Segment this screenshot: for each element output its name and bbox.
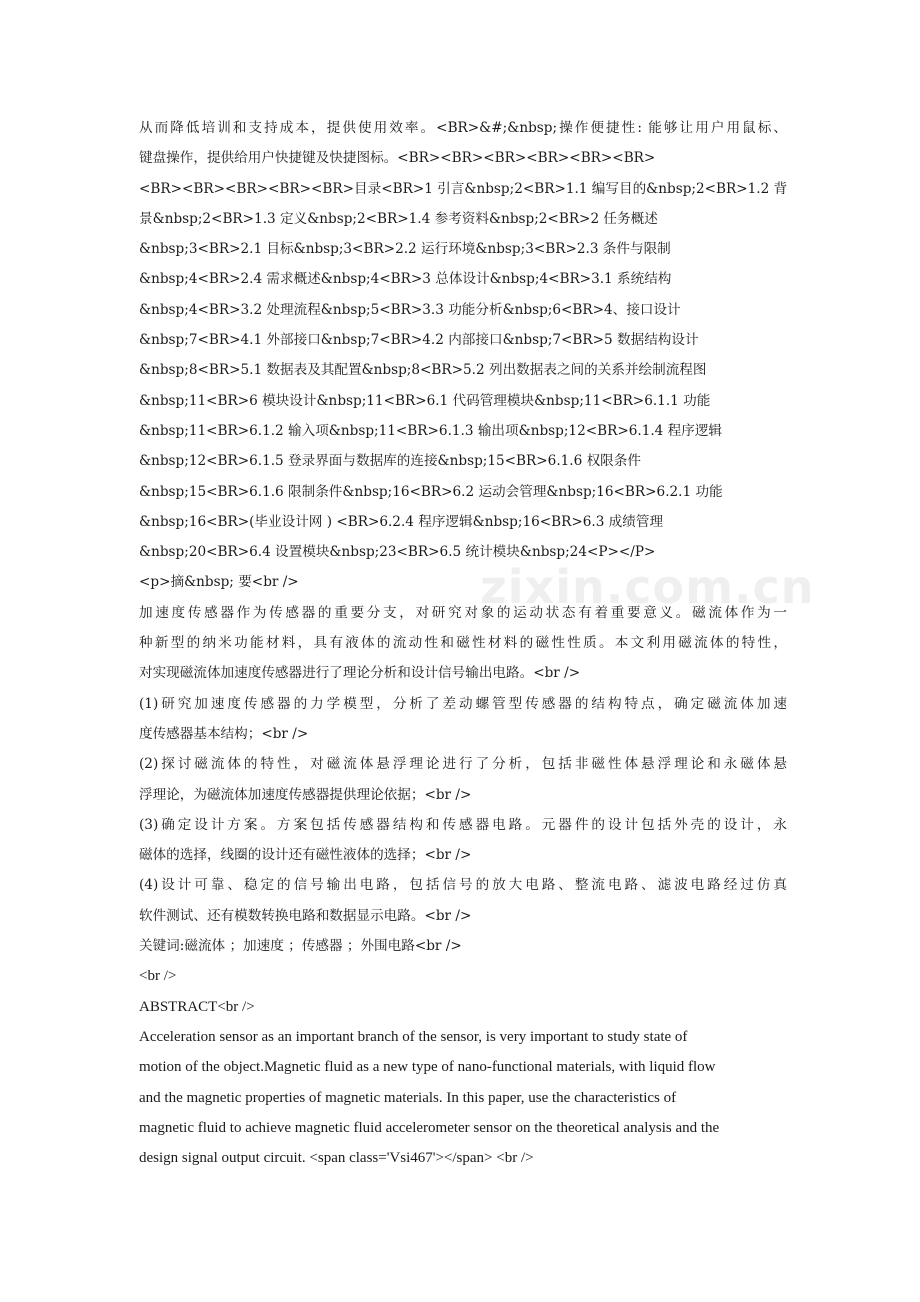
text-line: motion of the object.Magnetic fluid as a new type of nano-functional materials, with liquid flow: [139, 1059, 716, 1076]
text-line: 键盘操作，提供给用户快捷键及快捷图标。<BR><BR><BR><BR><BR><BR>: [139, 150, 656, 167]
text-line: 景&nbsp;2<BR>1.3 定义&nbsp;2<BR>1.4 参考资料&nbsp;2<BR>2 任务概述: [139, 210, 658, 227]
text-line: &nbsp;8<BR>5.1 数据表及其配置&nbsp;8<BR>5.2 列出数据表之间的关系并绘制流程图: [139, 362, 707, 379]
text-line: Acceleration sensor as an important branch of the sensor, is very important to study state of: [139, 1028, 688, 1045]
text-line: &nbsp;16<BR>(毕业设计网 ) <BR>6.2.4 程序逻辑&nbsp;16<BR>6.3 成绩管理: [139, 513, 664, 530]
abstract-heading: <p>摘&nbsp; 要<br />: [139, 574, 299, 591]
text-line: 对实现磁流体加速度传感器进行了理论分析和设计信号输出电路。<br />: [139, 665, 581, 682]
text-line: (2)探讨磁流体的特性，对磁流体悬浮理论进行了分析，包括非磁性体悬浮理论和永磁体悬: [139, 756, 787, 773]
text-line: &nbsp;4<BR>2.4 需求概述&nbsp;4<BR>3 总体设计&nbsp;4<BR>3.1 系统结构: [139, 271, 672, 288]
text-line: 加速度传感器作为传感器的重要分支，对研究对象的运动状态有着重要意义。磁流体作为一: [139, 604, 787, 621]
watermark: zixin.com.cn: [480, 560, 815, 614]
text-line: <BR><BR><BR><BR><BR>目录<BR>1 引言&nbsp;2<BR>1.1 编写目的&nbsp;2<BR>1.2 背: [139, 180, 787, 197]
text-line: &nbsp;3<BR>2.1 目标&nbsp;3<BR>2.2 运行环境&nbsp;3<BR>2.3 条件与限制: [139, 241, 671, 258]
document-body: [139, 113, 787, 1173]
text-line: &nbsp;11<BR>6.1.2 输入项&nbsp;11<BR>6.1.3 输出项&nbsp;12<BR>6.1.4 程序逻辑: [139, 422, 723, 439]
text-line: &nbsp;4<BR>3.2 处理流程&nbsp;5<BR>3.3 功能分析&nbsp;6<BR>4、接口设计: [139, 301, 681, 318]
text-line: &nbsp;15<BR>6.1.6 限制条件&nbsp;16<BR>6.2 运动会管理&nbsp;16<BR>6.2.1 功能: [139, 483, 723, 500]
text-line: &nbsp;11<BR>6 模块设计&nbsp;11<BR>6.1 代码管理模块&nbsp;11<BR>6.1.1 功能: [139, 392, 711, 409]
abstract-en-heading: ABSTRACT<br />: [139, 998, 255, 1015]
text-line: 软件测试、还有模数转换电路和数据显示电路。<br />: [139, 907, 472, 924]
text-line: &nbsp;7<BR>4.1 外部接口&nbsp;7<BR>4.2 内部接口&nbsp;7<BR>5 数据结构设计: [139, 332, 699, 349]
text-line: <br />: [139, 968, 177, 985]
text-line: design signal output circuit. <span class='Vsi467'></span> <br />: [139, 1150, 534, 1167]
text-line: (1)研究加速度传感器的力学模型，分析了差动螺管型传感器的结构特点，确定磁流体加速: [139, 695, 787, 712]
text-line: &nbsp;20<BR>6.4 设置模块&nbsp;23<BR>6.5 统计模块&nbsp;24<P></P>: [139, 544, 656, 561]
text-line: &nbsp;12<BR>6.1.5 登录界面与数据库的连接&nbsp;15<BR>6.1.6 权限条件: [139, 453, 641, 470]
text-line: 从而降低培训和支持成本，提供使用效率。<BR>&#;&nbsp;操作便捷性: 能够让用户用鼠标、: [139, 120, 787, 136]
keywords-line: 关键词:磁流体 ；加速度 ；传感器 ；外围电路<br />: [139, 938, 462, 955]
text-line: (3)确定设计方案。方案包括传感器结构和传感器电路。元器件的设计包括外壳的设计，永: [139, 816, 787, 833]
text-line: 种新型的纳米功能材料，具有液体的流动性和磁性材料的磁性性质。本文利用磁流体的特性，: [139, 635, 787, 652]
text-line: 浮理论，为磁流体加速度传感器提供理论依据；<br />: [139, 786, 472, 803]
text-line: (4)设计可靠、稳定的信号输出电路，包括信号的放大电路、整流电路、滤波电路经过仿真: [139, 877, 787, 894]
text-line: magnetic fluid to achieve magnetic fluid accelerometer sensor on the theoretical analysis and the: [139, 1119, 720, 1136]
text-line: 磁体的选择，线圈的设计还有磁性液体的选择；<br />: [139, 847, 472, 864]
text-line: 度传感器基本结构；<br />: [139, 725, 309, 742]
text-line: and the magnetic properties of magnetic materials. In this paper, use the characteristics of: [139, 1089, 677, 1106]
